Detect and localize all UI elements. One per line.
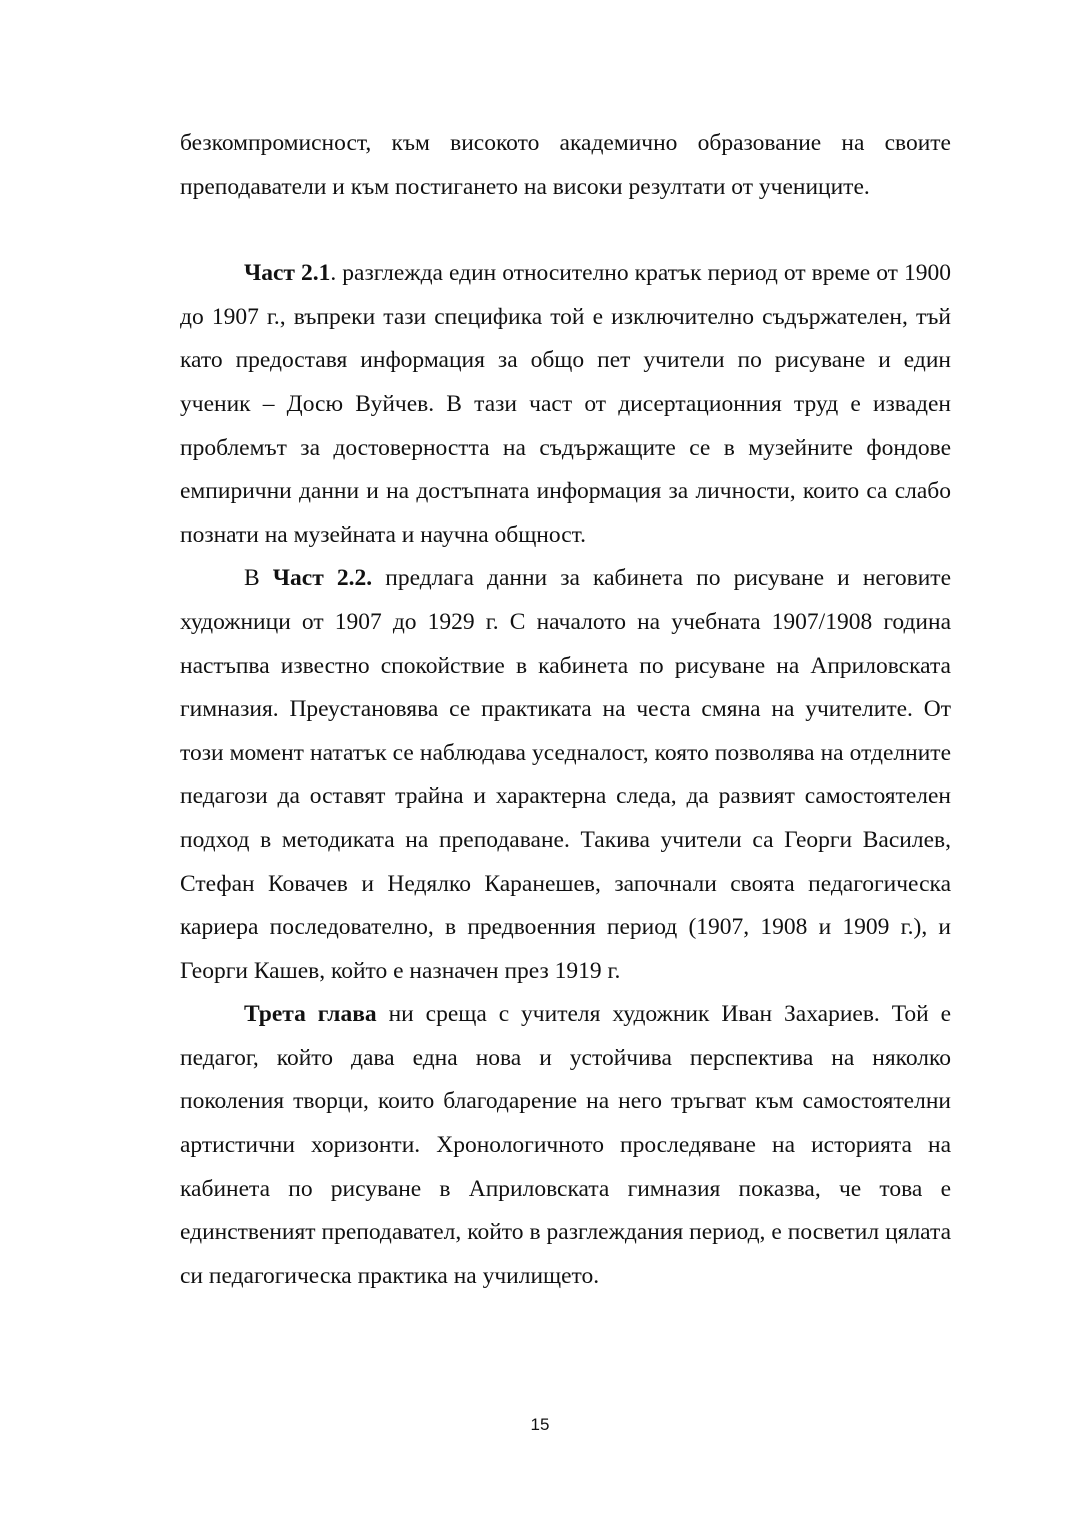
page-number: 15 — [530, 1415, 550, 1434]
chapter-3-text: ни среща с учителя художник Иван Захариев. Той е педагог, който дава една нова и устойчива перспектива на няколко поколения творци, които благодарение на него тръгват към самостоятелни артистични хоризонти. Хронологичното проследяване на историята на кабинета по рисуване в Априловската гимназия показва, че това е единственият преподавател, който в разглеждания период, е посветил цялата си педагогическа практика на училището. — [180, 1001, 951, 1289]
chapter-3-heading: Трета глава — [244, 1001, 377, 1028]
part-2-2-text: предлага данни за кабинета по рисуване и неговите художници от 1907 до 1929 г. С началото на учебната 1907/1908 година настъпва известно спокойствие в кабинета по рисуване на Априловската гимназия. Преустановява се практиката на честа смяна на учителите. От този момент нататък се наблюдава уседналост, която позволява на отделните педагози да оставят трайна и характерна следа, да развият самостоятелен подход в методиката на преподаване. Такива учители са Георги Василев, Стефан Ковачев и Недялко Каранешев, започнали своята педагогическа кариера последователно, в предвоенния период (1907, 1908 и 1909 г.), и Георги Кашев, който е назначен през 1919 г. — [180, 565, 951, 984]
part-2-1-text: . разглежда един относително кратък период от време от 1900 до 1907 г., въпреки тази специфика той е изключително съдържателен, тъй като предоставя информация за общо пет учители по рисуване и един ученик – Досю Вуйчев. В тази част от дисертационния труд е изваден проблемът за достоверността на съдържащите се в музейните фондове емпирични данни и на достъпната информация за личности, които са слабо познати на музейната и научна общност. — [180, 260, 951, 548]
paragraph-chapter-3 — [180, 993, 951, 1298]
paragraph-continuation: безкомпромисност, към високото академично образование на своите преподаватели и към постигането на високи резултати от учениците. — [180, 130, 951, 200]
body-text — [180, 122, 951, 1298]
paragraph-part-2-2 — [180, 557, 951, 993]
part-2-1-heading: Част 2.1 — [244, 260, 331, 287]
part-2-2-prefix: В — [244, 565, 273, 592]
paragraph-part-2-1 — [180, 252, 951, 557]
part-2-2-heading: Част 2.2. — [272, 565, 373, 592]
